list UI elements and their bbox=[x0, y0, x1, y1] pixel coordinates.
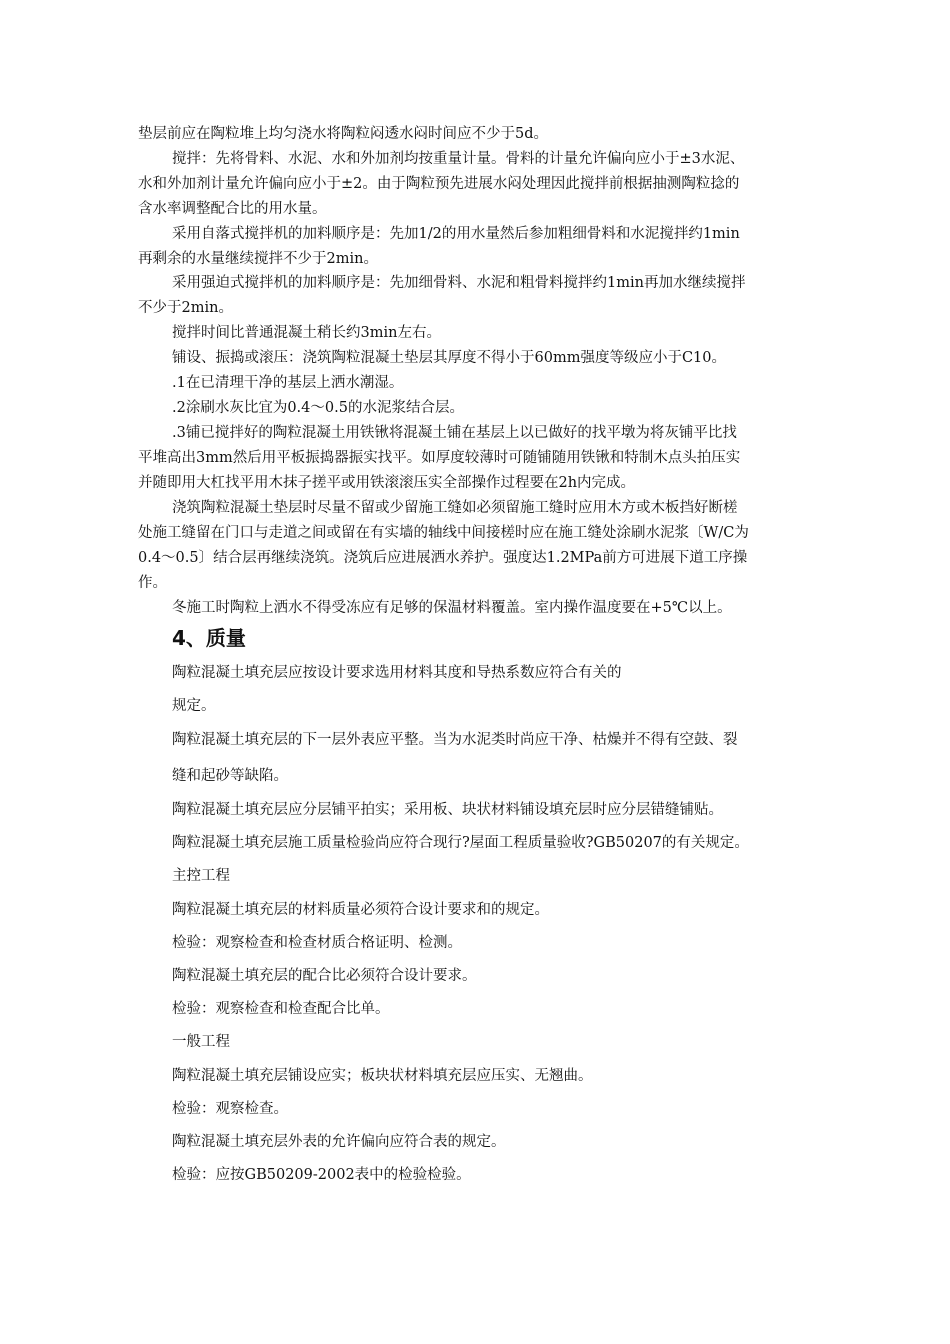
paragraph-line: 采用强迫式搅拌机的加料顺序是：先加细骨料、水泥和粗骨料搅拌约1min再加水继续搅拌 bbox=[172, 275, 746, 291]
paragraph-line: 检验：观察检查和检查配合比单。 bbox=[172, 1001, 390, 1017]
paragraph-line: 并随即用大杠找平用木抹子搓平或用铁滚滚压实全部操作过程要在2h内完成。 bbox=[138, 475, 636, 491]
paragraph-line: 陶粒混凝土填充层应按设计要求选用材料其度和导热系数应符合有关的 bbox=[172, 665, 622, 681]
paragraph-line: 搅拌时间比普通混凝土稍长约3min左右。 bbox=[172, 325, 441, 341]
paragraph-line: 平堆高出3mm然后用平板振捣器振实找平。如厚度较薄时可随铺随用铁锹和特制木点头拍压实 bbox=[138, 450, 741, 466]
paragraph-line: 再剩余的水量继续搅拌不少于2min。 bbox=[138, 251, 378, 267]
paragraph-line: 作。 bbox=[138, 575, 167, 591]
section-heading: 4、质量 bbox=[172, 626, 246, 650]
paragraph-line: 含水率调整配合比的用水量。 bbox=[138, 201, 327, 217]
paragraph-line: 缝和起砂等缺陷。 bbox=[172, 768, 288, 784]
paragraph-line: 检验：观察检查。 bbox=[172, 1101, 288, 1117]
paragraph-line: .3铺已搅拌好的陶粒混凝土用铁锹将混凝土铺在基层上以已做好的找平墩为将灰铺平比找 bbox=[172, 425, 737, 441]
subheading-main-control: 主控工程 bbox=[172, 868, 230, 884]
paragraph-line: 陶粒混凝土填充层的材料质量必须符合设计要求和的规定。 bbox=[172, 902, 549, 918]
paragraph-line: 检验：应按GB50209-2002表中的检验检验。 bbox=[172, 1167, 471, 1183]
paragraph-line: 陶粒混凝土填充层施工质量检验尚应符合现行?屋面工程质量验收?GB50207的有关规定。 bbox=[172, 835, 749, 851]
paragraph-line: 采用自落式搅拌机的加料顺序是：先加1/2的用水量然后参加粗细骨料和水泥搅拌约1min bbox=[172, 226, 740, 242]
paragraph-line: 规定。 bbox=[172, 698, 216, 714]
paragraph-line: 水和外加剂计量允许偏向应小于±2。由于陶粒预先进展水闷处理因此搅拌前根据抽测陶粒捻的 bbox=[138, 176, 740, 192]
paragraph-line: 搅拌：先将骨料、水泥、水和外加剂均按重量计量。骨料的计量允许偏向应小于±3水泥、 bbox=[172, 151, 745, 167]
paragraph-line: 垫层前应在陶粒堆上均匀浇水将陶粒闷透水闷时间应不少于5d。 bbox=[138, 126, 549, 142]
paragraph-line: 陶粒混凝土填充层铺设应实；板块状材料填充层应压实、无翘曲。 bbox=[172, 1068, 593, 1084]
paragraph-line: 浇筑陶粒混凝土垫层时尽量不留或少留施工缝如必须留施工缝时应用木方或木板挡好断槎 bbox=[172, 500, 738, 516]
paragraph-line: .2涂刷水灰比宜为0.4～0.5的水泥浆结合层。 bbox=[172, 400, 464, 416]
paragraph-line: 冬施工时陶粒上洒水不得受冻应有足够的保温材料覆盖。室内操作温度要在+5℃以上。 bbox=[172, 600, 732, 616]
paragraph-line: .1在已清理干净的基层上洒水潮湿。 bbox=[172, 375, 404, 391]
paragraph-line: 处施工缝留在门口与走道之间或留在有实墙的轴线中间接槎时应在施工缝处涂刷水泥浆〔W/C为 bbox=[138, 525, 749, 541]
paragraph-line: 陶粒混凝土填充层的配合比必须符合设计要求。 bbox=[172, 968, 477, 984]
subheading-general: 一般工程 bbox=[172, 1034, 230, 1050]
paragraph-line: 陶粒混凝土填充层的下一层外表应平整。当为水泥类时尚应干净、枯燥并不得有空鼓、裂 bbox=[172, 732, 738, 748]
paragraph-line: 陶粒混凝土填充层外表的允许偏向应符合表的规定。 bbox=[172, 1134, 506, 1150]
paragraph-line: 陶粒混凝土填充层应分层铺平拍实；采用板、块状材料铺设填充层时应分层错缝铺贴。 bbox=[172, 802, 723, 818]
paragraph-line: 铺设、振捣或滚压：浇筑陶粒混凝土垫层其厚度不得小于60mm强度等级应小于C10。 bbox=[172, 350, 726, 366]
paragraph-line: 检验：观察检查和检查材质合格证明、检测。 bbox=[172, 935, 462, 951]
paragraph-line: 0.4～0.5〕结合层再继续浇筑。浇筑后应进展洒水养护。强度达1.2MPa前方可进展下道工序操 bbox=[138, 550, 748, 566]
paragraph-line: 不少于2min。 bbox=[138, 300, 233, 316]
